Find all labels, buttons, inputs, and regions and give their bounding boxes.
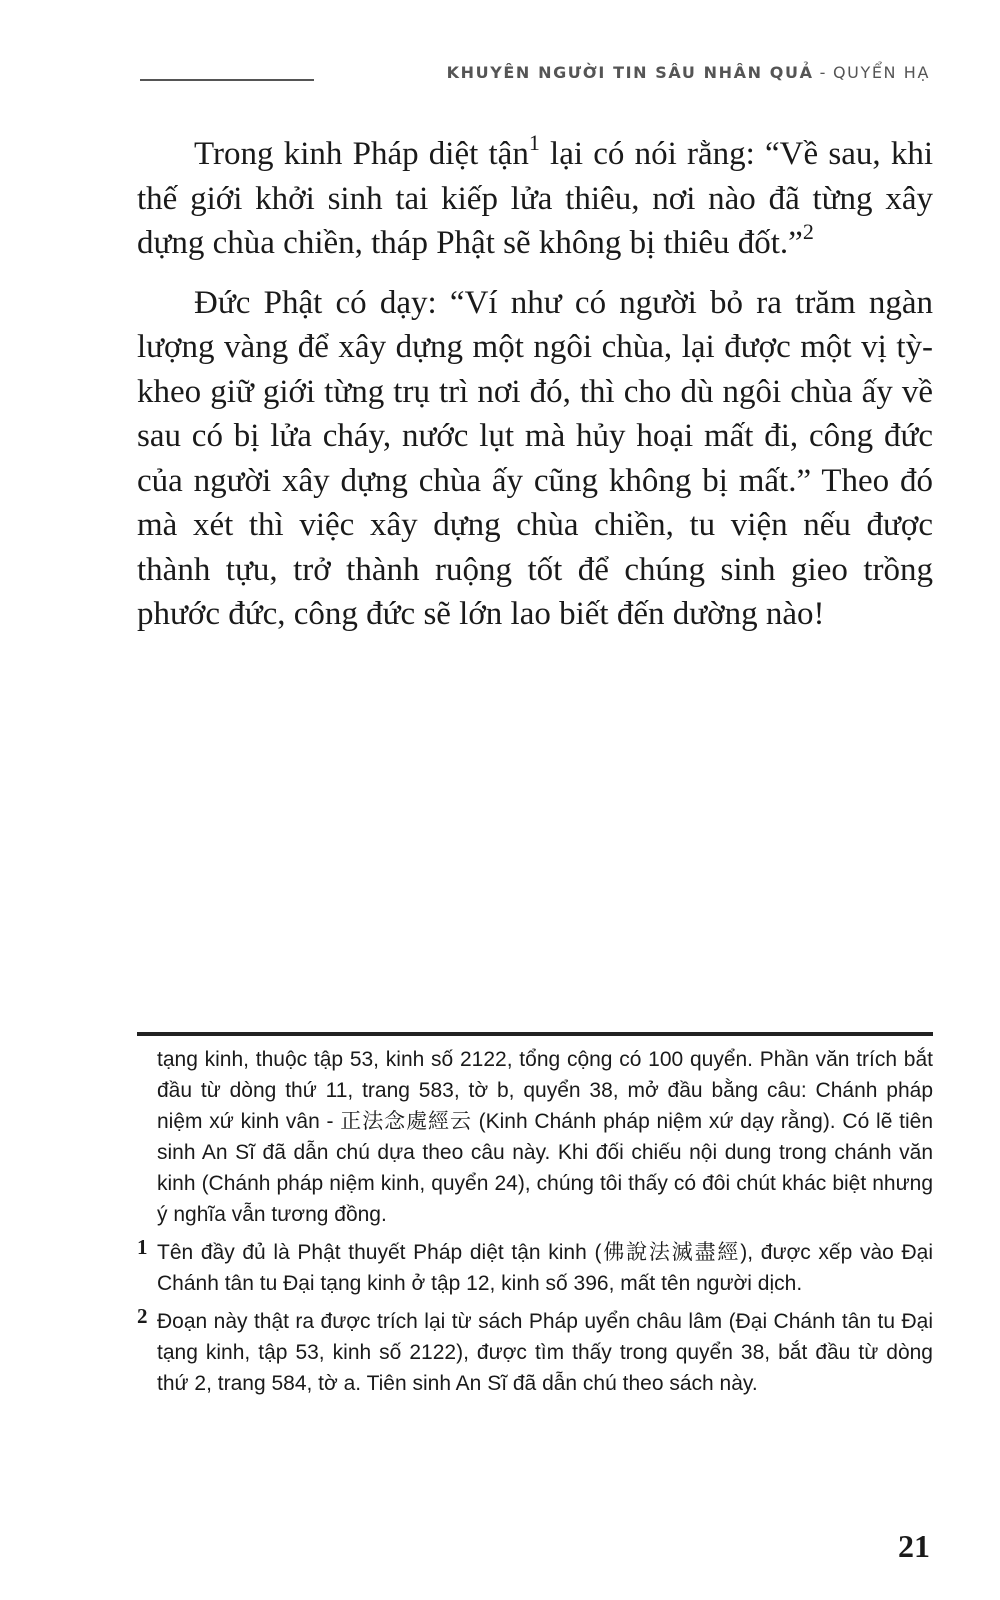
footnote-2-number: 2 — [137, 1304, 148, 1328]
book-title: KHUYÊN NGƯỜI TIN SÂU NHÂN QUẢ — [446, 63, 814, 82]
footnotes — [137, 1044, 933, 1406]
page-number: 21 — [898, 1528, 930, 1564]
footnote-2-text: Đoạn này thật ra được trích lại từ sách Pháp uyển châu lâm (Đại Chánh tân tu Đại tạng kinh, tập 53, kinh số 2122), được tìm thấy trong quyển 38, bắt đầu từ dòng thứ 2, trang 584, tờ a. Tiên sinh An Sĩ đã dẫn chú theo sách này. — [157, 1310, 933, 1395]
footnote-ref-1: 1 — [528, 130, 540, 155]
running-head — [447, 63, 930, 82]
footnote-1 — [137, 1237, 933, 1299]
paragraph-1-text-b: lại có nói rằng: “Về sau, khi thế giới khởi sinh tai kiếp lửa thiêu, nơi nào đã từng xây dựng chùa chiền, tháp Phật sẽ không bị thiêu đốt.” — [137, 136, 933, 261]
main-text — [137, 132, 933, 652]
footnote-rule — [137, 1032, 933, 1036]
header-rule — [140, 79, 314, 81]
footnote-continued — [137, 1044, 933, 1230]
footnote-2 — [137, 1306, 933, 1399]
footnote-ref-2: 2 — [802, 219, 814, 244]
footnote-continued-text: tạng kinh, thuộc tập 53, kinh số 2122, tổng cộng có 100 quyển. Phần văn trích bắt đầu từ dòng thứ 11, trang 583, tờ b, quyển 38, mở đầu bằng câu: Chánh pháp niệm xứ kinh vân - 正法念處經云 (Kinh Chánh pháp niệm xứ dạy rằng). Có lẽ tiên sinh An Sĩ đã dẫn chú dựa theo câu này. Khi đối chiếu nội dung trong chánh văn kinh (Chánh pháp niệm kinh, quyển 24), chúng tôi thấy có đôi chút khác biệt nhưng ý nghĩa vẫn tương đồng. — [157, 1048, 933, 1226]
footnote-1-text: Tên đầy đủ là Phật thuyết Pháp diệt tận kinh (佛說法滅盡經), được xếp vào Đại Chánh tân tu Đại tạng kinh ở tập 12, kinh số 396, mất tên người dịch. — [157, 1241, 933, 1295]
volume-label: QUYỂN HẠ — [832, 63, 930, 82]
footnote-1-number: 1 — [137, 1235, 148, 1259]
header-separator: - — [819, 63, 827, 82]
paragraph-1 — [137, 132, 933, 266]
paragraph-2: Đức Phật có dạy: “Ví như có người bỏ ra trăm ngàn lượng vàng để xây dựng một ngôi chùa, lại được một vị tỳ-kheo giữ giới từng trụ trì nơi đó, thì cho dù ngôi chùa ấy về sau có bị lửa cháy, nước lụt mà hủy hoại mất đi, công đức của người xây dựng chùa ấy cũng không bị mất.” Theo đó mà xét thì việc xây dựng chùa chiền, tu viện nếu được thành tựu, trở thành ruộng tốt để chúng sinh gieo trồng phước đức, công đức sẽ lớn lao biết đến dường nào! — [137, 284, 933, 632]
paragraph-1-text-a: Trong kinh Pháp diệt tận — [194, 136, 529, 172]
